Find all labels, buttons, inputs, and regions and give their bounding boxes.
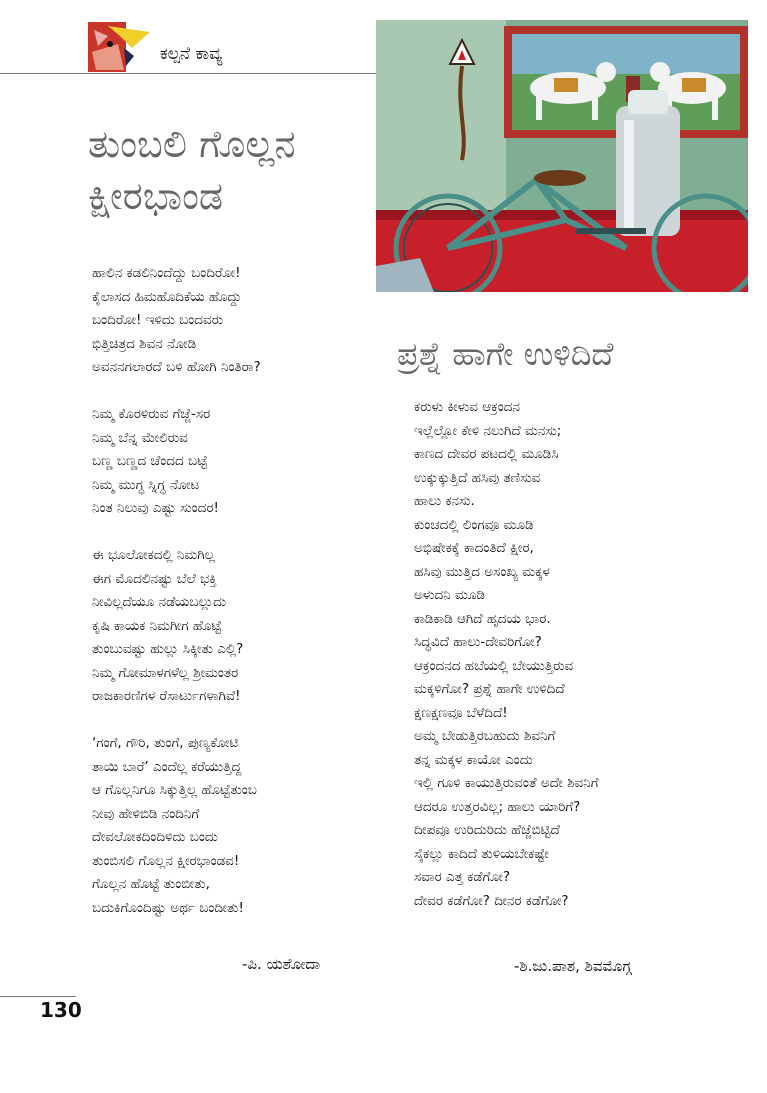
poem-line: ತಾಯಿ ಬಾರೆ’ ಎಂದೆಲ್ಲ ಕರೆಯುತ್ತಿದ್ದ	[92, 758, 242, 775]
poem-line: ದೀಪವೂ ಉರಿದುರಿದು ಹೆಜ್ಜೆಬಿಟ್ಟಿದೆ	[414, 822, 560, 838]
poem-line: ಸೈಕಲ್ಲು ಕಾದಿದೆ ತುಳಿಯಬೇಕಷ್ಟೇ	[414, 845, 549, 862]
poem-line: ಕಾಡಿಕಾಡಿ ಆಗಿದೆ ಹೃದಯ ಭಾರ.	[414, 610, 551, 627]
poem-line: ಅಮ್ಮ ಬೇಡುತ್ತಿರಬಹುದು ಶಿವನಿಗೆ	[414, 728, 556, 744]
poem-line: ಇಲ್ಲೆಲ್ಲೋ ಕೇಳಿ ನಲುಗಿದೆ ಮನಸು;	[414, 422, 562, 439]
poem-left-title-line-2: ಕ್ಷೀರಭಾಂಡ	[88, 174, 224, 218]
poem-line: ಸವಾರ ಎತ್ತ ಕಡೆಗೋ?	[414, 869, 511, 885]
poem-line: ತುಂಬಿಸಲಿ ಗೊಲ್ಲನ ಕ್ಷೀರಭಾಂಡವ!	[92, 852, 240, 869]
poem-line: ನೀವು ಹೇಳಿಬಿಡಿ ನಂದಿನಿಗೆ	[92, 805, 200, 822]
poem-line: ಇಲ್ಲಿ ಗೂಳಿ ಕಾಯುತ್ತಿರುವಂತೆ ಅದೇ ಶಿವನಿಗೆ	[414, 775, 599, 791]
poem-line: ಈಗ ಮೊದಲಿನಷ್ಟು ಬೆಲೆ ಭಕ್ತಿ	[92, 570, 217, 587]
poem-line: ಸಿದ್ಧವಿದೆ ಹಾಲು-ದೇವರಿಗೋ?	[414, 634, 542, 650]
poem-line: ಆಕ್ರಂದನದ ಹಬೆಯಲ್ಲಿ ಬೇಯುತ್ತಿರುವ	[414, 657, 574, 674]
poem-line: ಆದರೂ ಉತ್ತರವಿಲ್ಲ; ಹಾಲು ಯಾರಿಗೆ?	[414, 798, 581, 815]
poem-line: ನಿಮ್ಮ ಕೊರಳಿರುವ ಗೆಜ್ಜೆ-ಸರ	[92, 406, 211, 422]
poem-line: ಹಾಲು ಕನಸು.	[414, 493, 475, 509]
page-number: 130	[40, 998, 82, 1022]
poem-right-author: -ಶಿ.ಜು.ಪಾಶ, ಶಿವಮೊಗ್ಗ	[514, 957, 632, 975]
poem-line: ಕುಂಚದಲ್ಲಿ ಲಿಂಗವೂ ಮೂಡಿ	[414, 516, 534, 533]
poem-right-body	[414, 396, 714, 913]
section-logo-image	[88, 22, 152, 72]
poem-line: ನಿಮ್ಮ ಗೋಮಾಳಗಳೆಲ್ಲ ಶ್ರೀಮಂತರ	[92, 664, 239, 681]
poem-line: ಭಿತ್ತಿಚಿತ್ರದ ಶಿವನ ನೋಡಿ	[92, 335, 197, 352]
poem-left-stanza-3	[92, 544, 362, 709]
poem-line: ಗೊಲ್ಲನ ಹೊಟ್ಟೆ ತುಂಬೀತು,	[92, 876, 210, 892]
poem-line: ಅಳುದನಿ ಮೂಡಿ	[414, 587, 485, 603]
poem-line: ರಾಜಕಾರಣಿಗಳ ರೆಸಾರ್ಟುಗಳಾಗಿವೆ!	[92, 688, 241, 704]
poem-line: ನಿಂತ ನಿಲುವು ಎಷ್ಟು ಸುಂದರ!	[92, 500, 219, 516]
poem-line: ದೇವಲೋಕದಿಂದಿಳಿದು ಬಂದು	[92, 829, 218, 845]
poem-left-body	[92, 262, 362, 944]
poem-line: ಕೈಲಾಸದ ಹಿಮಹೊದಿಕೆಯ ಹೊದ್ದು	[92, 288, 242, 305]
poem-line: ಮಕ್ಕಳಿಗೋ? ಪ್ರಶ್ನೆ ಹಾಗೇ ಉಳಿದಿದೆ	[414, 681, 565, 697]
poem-line: ಅವನನಗಲಾರದೆ ಬಳಿ ಹೋಗಿ ನಿಂತಿರಾ?	[92, 359, 261, 375]
poem-line: ಬಣ್ಣ ಬಣ್ಣದ ಚೆಂದದ ಬಟ್ಟೆ	[92, 453, 208, 469]
poem-line: ತುಂಬುವಷ್ಟು ಹುಲ್ಲು ಸಿಕ್ಕೀತು ಎಲ್ಲಿ?	[92, 641, 244, 657]
poem-line: ಹಸಿವು ಮುತ್ತಿದ ಅಸಂಖ್ಯ ಮಕ್ಕಳ	[414, 563, 550, 580]
painting-illustration	[376, 20, 748, 292]
poem-line: ಕ್ಷಣಕ್ಷಣವೂ ಬೆಳೆದಿದೆ!	[414, 704, 508, 721]
section-title: ಕಲ್ಪನೆ ಕಾವ್ಯ	[160, 44, 223, 64]
poem-line: ಅಭಿಷೇಕಕ್ಕೆ ಕಾದಂತಿದೆ ಕ್ಷೀರ,	[414, 540, 534, 556]
poem-left-author: -ಪಿ. ಯಶೋದಾ	[242, 955, 321, 973]
poem-line: ನೀವಿಲ್ಲದೆಯೂ ನಡೆಯಬಲ್ಲುದು	[92, 594, 227, 610]
poem-left-stanza-2	[92, 403, 362, 521]
poem-line: ಹಾಲಿನ ಕಡಲಿನಿಂದೆದ್ದು ಬಂದಿರೋ!	[92, 265, 241, 281]
poem-left-title	[88, 118, 296, 222]
poem-line: ಕೃಷಿ ಕಾಯಕ ನಿಮಗೀಗ ಹೊಟ್ಟೆ	[92, 617, 222, 634]
header-divider	[0, 73, 376, 74]
poem-line: ಕಾಣದ ದೇವರ ಪಟದಲ್ಲಿ ಮೂಡಿಸಿ	[414, 446, 559, 462]
poem-left-stanza-1	[92, 262, 362, 380]
poem-line: ಆ ಗೊಲ್ಲನಿಗೂ ಸಿಕ್ಕುತ್ತಿಲ್ಲ ಹೊಟ್ಟೆತುಂಬ	[92, 782, 257, 798]
poem-line: ತನ್ನ ಮಕ್ಕಳ ಕಾಯೋ ಎಂದು	[414, 751, 533, 768]
poem-line: ಈ ಭೂಲೋಕದಲ್ಲಿ ನಿಮಗಿಲ್ಲ	[92, 547, 216, 563]
poem-right-title: ಪ್ರಶ್ನೆ ಹಾಗೇ ಉಳಿದಿದೆ	[397, 335, 614, 373]
poem-left-stanza-4	[92, 732, 362, 920]
poem-line: ಬಂದಿರೋ! ಇಳಿದು ಬಂದವರು	[92, 312, 224, 328]
poem-line: ದೇವರ ಕಡೆಗೋ? ದೀನರ ಕಡೆಗೋ?	[414, 892, 569, 909]
footer-divider	[0, 996, 76, 997]
poem-line: ‘ಗಂಗೆ, ಗೌರಿ, ತುಂಗೆ, ಪುಣ್ಯಕೋಟಿ	[92, 735, 239, 751]
poem-line: ನಿಮ್ಮ ಮುಗ್ಧ ಸ್ನಿಗ್ಧ ನೋಟ	[92, 476, 200, 493]
poem-line: ಕರುಳು ಕೀಳುವ ಆಕ್ರಂದನ	[414, 399, 520, 415]
poem-line: ನಿಮ್ಮ ಬೆನ್ನ ಮೇಲಿರುವ	[92, 429, 188, 446]
poem-line: ಉಕ್ಕುಕ್ಕುತ್ತಿದೆ ಹಸಿವು ತಣಿಸುವ	[414, 469, 541, 486]
poem-left-title-line-1: ತುಂಬಲಿ ಗೊಲ್ಲನ	[88, 122, 296, 166]
poem-line: ಬದುಕಿಗೊಂದಿಷ್ಟು ಅರ್ಥ ಬಂದೀತು!	[92, 899, 244, 916]
